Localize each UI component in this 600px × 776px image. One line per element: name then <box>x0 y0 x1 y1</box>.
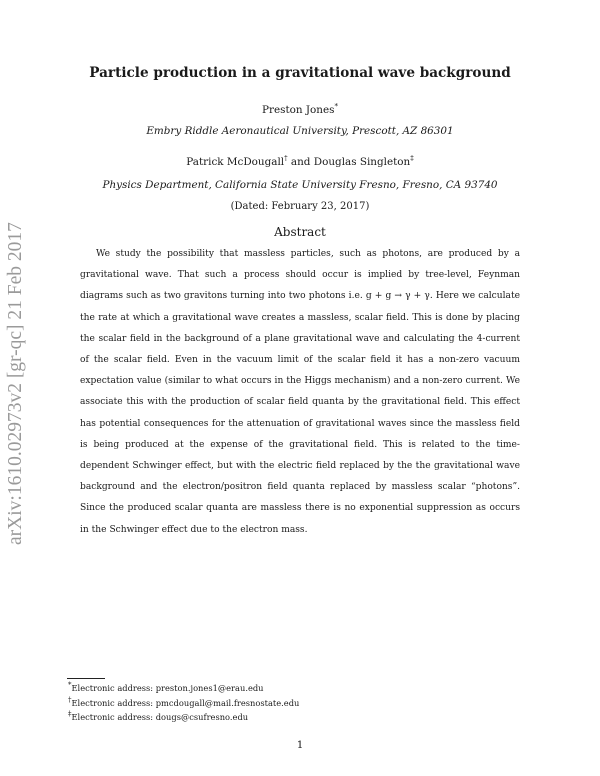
author-conjunction: and <box>287 156 314 168</box>
author-line-2 <box>60 156 540 168</box>
author-footnote-mark-jones[interactable]: * <box>334 102 338 111</box>
dated-line: (Dated: February 23, 2017) <box>230 201 370 212</box>
affiliation-csu-fresno: Physics Department, California State University Fresno, Fresno, CA 93740 <box>102 179 498 191</box>
author-footnote-mark-singleton[interactable]: ‡ <box>410 154 414 163</box>
affiliation-erau: Embry Riddle Aeronautical University, Prescott, AZ 86301 <box>146 125 454 137</box>
footnote-singleton <box>68 712 248 722</box>
abstract-heading: Abstract <box>274 225 326 239</box>
footnote-text[interactable]: Electronic address: pmcdougall@mail.fresnostate.edu <box>71 698 300 708</box>
arxiv-identifier-stamp[interactable]: arXiv:1610.02973v2 [gr-qc] 21 Feb 2017 <box>5 222 26 545</box>
author-name-mcdougall: Patrick McDougall <box>186 156 285 168</box>
page-number: 1 <box>296 739 304 751</box>
footnote-jones <box>68 683 264 693</box>
author-name-jones: Preston Jones <box>262 104 335 116</box>
abstract-body: We study the possibility that massless particles, such as photons, are produced by a gravitational wave. That such a process should occur is implied by tree-level, Feynman diagrams such as two gravitons turning into two photons i.e. g + g → γ + γ. Here we calculate the rate at which a gravitational wave creates a massless, scalar field. This is done by placing the scalar field in the background of a plane gravitational wave and calculating the 4-current of the scalar field. Even in the vacuum limit of the scalar field it has a non-zero vacuum expectation value (similar to what occurs in the Higgs mechanism) and a non-zero current. We associate this with the production of scalar field quanta by the gravitational field. This effect has potential consequences for the attenuation of gravitational waves since the massless field is being produced at the expense of the gravitational field. This is related to the time-dependent Schwinger effect, but with the electric field replaced by the the gravitational wave background and the electron/positron field quanta replaced by massless scalar “photons”. Since the produced scalar quanta are massless there is no exponential suppression as occurs in the Schwinger effect due to the electron mass. <box>80 249 520 535</box>
footnote-mark: ‡ <box>68 710 72 719</box>
footnote-mark: * <box>68 681 72 690</box>
author-footnote-mark-mcdougall[interactable]: † <box>284 154 288 163</box>
paper-title: Particle production in a gravitational wave background <box>89 65 511 81</box>
footnote-text[interactable]: Electronic address: preston.jones1@erau.edu <box>71 683 264 693</box>
footnote-mark: † <box>68 696 72 705</box>
author-name-singleton: Douglas Singleton <box>313 156 411 168</box>
footnote-divider <box>67 678 105 679</box>
footnote-text[interactable]: Electronic address: dougs@csufresno.edu <box>71 712 249 722</box>
footnote-mcdougall <box>68 698 299 708</box>
author-line-1 <box>60 104 540 116</box>
